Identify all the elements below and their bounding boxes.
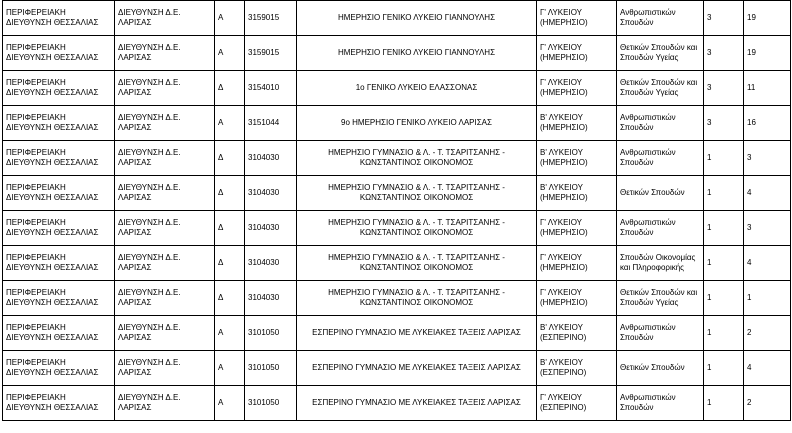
cell-directorate: ΔΙΕΥΘΥΝΣΗ Δ.Ε. ΛΑΡΙΣΑΣ (115, 176, 215, 211)
cell-directorate: ΔΙΕΥΘΥΝΣΗ Δ.Ε. ΛΑΡΙΣΑΣ (115, 1, 215, 36)
cell-school-name: ΗΜΕΡΗΣΙΟ ΓΥΜΝΑΣΙΟ & Λ. - Τ. ΤΣΑΡΙΤΣΑΝΗΣ - ΚΩΝΣΤΑΝΤΙΝΟΣ ΟΙΚΟΝΟΜΟΣ (297, 176, 537, 211)
cell-count-2: 4 (744, 176, 791, 211)
table-row (3, 211, 791, 246)
cell-class: Γ' ΛΥΚΕΙΟΥ (ΕΣΠΕΡΙΝΟ) (537, 386, 617, 421)
cell-count-2: 3 (744, 141, 791, 176)
table-row (3, 106, 791, 141)
cell-group: Θετικών Σπουδών (617, 176, 704, 211)
cell-class: Β' ΛΥΚΕΙΟΥ (ΕΣΠΕΡΙΝΟ) (537, 351, 617, 386)
cell-code: 3159015 (245, 36, 297, 71)
cell-class: Β' ΛΥΚΕΙΟΥ (ΕΣΠΕΡΙΝΟ) (537, 316, 617, 351)
table-row (3, 1, 791, 36)
cell-count-1: 1 (704, 176, 744, 211)
table-row (3, 386, 791, 421)
cell-count-2: 4 (744, 351, 791, 386)
cell-count-1: 3 (704, 36, 744, 71)
cell-code: 3159015 (245, 1, 297, 36)
cell-type: Δ (215, 281, 245, 316)
cell-directorate: ΔΙΕΥΘΥΝΣΗ Δ.Ε. ΛΑΡΙΣΑΣ (115, 106, 215, 141)
cell-group: Ανθρωπιστικών Σπουδών (617, 316, 704, 351)
cell-code: 3101050 (245, 386, 297, 421)
cell-class: Β' ΛΥΚΕΙΟΥ (ΗΜΕΡΗΣΙΟ) (537, 141, 617, 176)
cell-school-name: 9ο ΗΜΕΡΗΣΙΟ ΓΕΝΙΚΟ ΛΥΚΕΙΟ ΛΑΡΙΣΑΣ (297, 106, 537, 141)
cell-region: ΠΕΡΙΦΕΡΕΙΑΚΗ ΔΙΕΥΘΥΝΣΗ ΘΕΣΣΑΛΙΑΣ (3, 246, 115, 281)
cell-type: Δ (215, 141, 245, 176)
cell-count-2: 2 (744, 316, 791, 351)
cell-school-name: 1ο ΓΕΝΙΚΟ ΛΥΚΕΙΟ ΕΛΑΣΣΟΝΑΣ (297, 71, 537, 106)
cell-region: ΠΕΡΙΦΕΡΕΙΑΚΗ ΔΙΕΥΘΥΝΣΗ ΘΕΣΣΑΛΙΑΣ (3, 176, 115, 211)
cell-school-name: ΕΣΠΕΡΙΝΟ ΓΥΜΝΑΣΙΟ ΜΕ ΛΥΚΕΙΑΚΕΣ ΤΑΞΕΙΣ ΛΑΡΙΣΑΣ (297, 386, 537, 421)
cell-class: Β' ΛΥΚΕΙΟΥ (ΗΜΕΡΗΣΙΟ) (537, 176, 617, 211)
cell-type: Δ (215, 176, 245, 211)
cell-type: Α (215, 106, 245, 141)
cell-school-name: ΗΜΕΡΗΣΙΟ ΓΕΝΙΚΟ ΛΥΚΕΙΟ ΓΙΑΝΝΟΥΛΗΣ (297, 1, 537, 36)
cell-school-name: ΕΣΠΕΡΙΝΟ ΓΥΜΝΑΣΙΟ ΜΕ ΛΥΚΕΙΑΚΕΣ ΤΑΞΕΙΣ ΛΑΡΙΣΑΣ (297, 351, 537, 386)
cell-school-name: ΗΜΕΡΗΣΙΟ ΓΕΝΙΚΟ ΛΥΚΕΙΟ ΓΙΑΝΝΟΥΛΗΣ (297, 36, 537, 71)
cell-count-2: 11 (744, 71, 791, 106)
cell-school-name: ΕΣΠΕΡΙΝΟ ΓΥΜΝΑΣΙΟ ΜΕ ΛΥΚΕΙΑΚΕΣ ΤΑΞΕΙΣ ΛΑΡΙΣΑΣ (297, 316, 537, 351)
table-body (3, 1, 791, 421)
cell-count-2: 19 (744, 36, 791, 71)
cell-class: Γ' ΛΥΚΕΙΟΥ (ΗΜΕΡΗΣΙΟ) (537, 246, 617, 281)
cell-type: Α (215, 1, 245, 36)
cell-group: Ανθρωπιστικών Σπουδών (617, 141, 704, 176)
cell-group: Ανθρωπιστικών Σπουδών (617, 211, 704, 246)
cell-region: ΠΕΡΙΦΕΡΕΙΑΚΗ ΔΙΕΥΘΥΝΣΗ ΘΕΣΣΑΛΙΑΣ (3, 141, 115, 176)
cell-count-1: 3 (704, 71, 744, 106)
cell-directorate: ΔΙΕΥΘΥΝΣΗ Δ.Ε. ΛΑΡΙΣΑΣ (115, 351, 215, 386)
cell-region: ΠΕΡΙΦΕΡΕΙΑΚΗ ΔΙΕΥΘΥΝΣΗ ΘΕΣΣΑΛΙΑΣ (3, 316, 115, 351)
cell-count-1: 1 (704, 281, 744, 316)
cell-count-1: 1 (704, 351, 744, 386)
cell-code: 3154010 (245, 71, 297, 106)
cell-directorate: ΔΙΕΥΘΥΝΣΗ Δ.Ε. ΛΑΡΙΣΑΣ (115, 141, 215, 176)
cell-region: ΠΕΡΙΦΕΡΕΙΑΚΗ ΔΙΕΥΘΥΝΣΗ ΘΕΣΣΑΛΙΑΣ (3, 36, 115, 71)
cell-code: 3104030 (245, 141, 297, 176)
cell-count-1: 3 (704, 106, 744, 141)
table-row (3, 281, 791, 316)
cell-count-2: 2 (744, 386, 791, 421)
cell-region: ΠΕΡΙΦΕΡΕΙΑΚΗ ΔΙΕΥΘΥΝΣΗ ΘΕΣΣΑΛΙΑΣ (3, 71, 115, 106)
table-row (3, 36, 791, 71)
cell-code: 3104030 (245, 281, 297, 316)
cell-group: Σπουδών Οικονομίας και Πληροφορικής (617, 246, 704, 281)
cell-code: 3101050 (245, 351, 297, 386)
cell-type: Α (215, 351, 245, 386)
cell-count-2: 3 (744, 211, 791, 246)
table-row (3, 71, 791, 106)
cell-directorate: ΔΙΕΥΘΥΝΣΗ Δ.Ε. ΛΑΡΙΣΑΣ (115, 36, 215, 71)
table-row (3, 351, 791, 386)
table-row (3, 141, 791, 176)
cell-directorate: ΔΙΕΥΘΥΝΣΗ Δ.Ε. ΛΑΡΙΣΑΣ (115, 316, 215, 351)
cell-region: ΠΕΡΙΦΕΡΕΙΑΚΗ ΔΙΕΥΘΥΝΣΗ ΘΕΣΣΑΛΙΑΣ (3, 106, 115, 141)
cell-class: Γ' ΛΥΚΕΙΟΥ (ΗΜΕΡΗΣΙΟ) (537, 1, 617, 36)
cell-region: ΠΕΡΙΦΕΡΕΙΑΚΗ ΔΙΕΥΘΥΝΣΗ ΘΕΣΣΑΛΙΑΣ (3, 351, 115, 386)
cell-code: 3104030 (245, 246, 297, 281)
cell-class: Γ' ΛΥΚΕΙΟΥ (ΗΜΕΡΗΣΙΟ) (537, 71, 617, 106)
cell-group: Ανθρωπιστικών Σπουδών (617, 386, 704, 421)
cell-code: 3104030 (245, 211, 297, 246)
cell-class: Γ' ΛΥΚΕΙΟΥ (ΗΜΕΡΗΣΙΟ) (537, 281, 617, 316)
cell-count-2: 19 (744, 1, 791, 36)
schools-table (2, 0, 791, 421)
table-row (3, 176, 791, 211)
cell-count-1: 3 (704, 1, 744, 36)
cell-class: Γ' ΛΥΚΕΙΟΥ (ΗΜΕΡΗΣΙΟ) (537, 36, 617, 71)
cell-class: Γ' ΛΥΚΕΙΟΥ (ΗΜΕΡΗΣΙΟ) (537, 211, 617, 246)
cell-region: ΠΕΡΙΦΕΡΕΙΑΚΗ ΔΙΕΥΘΥΝΣΗ ΘΕΣΣΑΛΙΑΣ (3, 386, 115, 421)
cell-type: Δ (215, 211, 245, 246)
cell-region: ΠΕΡΙΦΕΡΕΙΑΚΗ ΔΙΕΥΘΥΝΣΗ ΘΕΣΣΑΛΙΑΣ (3, 281, 115, 316)
cell-code: 3151044 (245, 106, 297, 141)
cell-class: Β' ΛΥΚΕΙΟΥ (ΗΜΕΡΗΣΙΟ) (537, 106, 617, 141)
cell-group: Θετικών Σπουδών και Σπουδών Υγείας (617, 281, 704, 316)
cell-count-1: 1 (704, 246, 744, 281)
cell-directorate: ΔΙΕΥΘΥΝΣΗ Δ.Ε. ΛΑΡΙΣΑΣ (115, 281, 215, 316)
cell-school-name: ΗΜΕΡΗΣΙΟ ΓΥΜΝΑΣΙΟ & Λ. - Τ. ΤΣΑΡΙΤΣΑΝΗΣ - ΚΩΝΣΤΑΝΤΙΝΟΣ ΟΙΚΟΝΟΜΟΣ (297, 281, 537, 316)
cell-count-1: 1 (704, 141, 744, 176)
cell-type: Α (215, 36, 245, 71)
cell-directorate: ΔΙΕΥΘΥΝΣΗ Δ.Ε. ΛΑΡΙΣΑΣ (115, 246, 215, 281)
cell-school-name: ΗΜΕΡΗΣΙΟ ΓΥΜΝΑΣΙΟ & Λ. - Τ. ΤΣΑΡΙΤΣΑΝΗΣ - ΚΩΝΣΤΑΝΤΙΝΟΣ ΟΙΚΟΝΟΜΟΣ (297, 211, 537, 246)
cell-code: 3101050 (245, 316, 297, 351)
table-row (3, 316, 791, 351)
cell-type: Δ (215, 71, 245, 106)
cell-group: Ανθρωπιστικών Σπουδών (617, 106, 704, 141)
cell-count-2: 4 (744, 246, 791, 281)
table-row (3, 246, 791, 281)
cell-type: Α (215, 386, 245, 421)
cell-directorate: ΔΙΕΥΘΥΝΣΗ Δ.Ε. ΛΑΡΙΣΑΣ (115, 211, 215, 246)
cell-count-2: 16 (744, 106, 791, 141)
cell-group: Ανθρωπιστικών Σπουδών (617, 1, 704, 36)
cell-type: Α (215, 316, 245, 351)
cell-group: Θετικών Σπουδών και Σπουδών Υγείας (617, 36, 704, 71)
cell-directorate: ΔΙΕΥΘΥΝΣΗ Δ.Ε. ΛΑΡΙΣΑΣ (115, 71, 215, 106)
cell-region: ΠΕΡΙΦΕΡΕΙΑΚΗ ΔΙΕΥΘΥΝΣΗ ΘΕΣΣΑΛΙΑΣ (3, 1, 115, 36)
cell-type: Δ (215, 246, 245, 281)
cell-count-2: 1 (744, 281, 791, 316)
cell-count-1: 1 (704, 211, 744, 246)
cell-school-name: ΗΜΕΡΗΣΙΟ ΓΥΜΝΑΣΙΟ & Λ. - Τ. ΤΣΑΡΙΤΣΑΝΗΣ - ΚΩΝΣΤΑΝΤΙΝΟΣ ΟΙΚΟΝΟΜΟΣ (297, 246, 537, 281)
cell-group: Θετικών Σπουδών και Σπουδών Υγείας (617, 71, 704, 106)
cell-count-1: 1 (704, 316, 744, 351)
cell-region: ΠΕΡΙΦΕΡΕΙΑΚΗ ΔΙΕΥΘΥΝΣΗ ΘΕΣΣΑΛΙΑΣ (3, 211, 115, 246)
cell-directorate: ΔΙΕΥΘΥΝΣΗ Δ.Ε. ΛΑΡΙΣΑΣ (115, 386, 215, 421)
cell-group: Θετικών Σπουδών (617, 351, 704, 386)
cell-school-name: ΗΜΕΡΗΣΙΟ ΓΥΜΝΑΣΙΟ & Λ. - Τ. ΤΣΑΡΙΤΣΑΝΗΣ - ΚΩΝΣΤΑΝΤΙΝΟΣ ΟΙΚΟΝΟΜΟΣ (297, 141, 537, 176)
cell-code: 3104030 (245, 176, 297, 211)
cell-count-1: 1 (704, 386, 744, 421)
